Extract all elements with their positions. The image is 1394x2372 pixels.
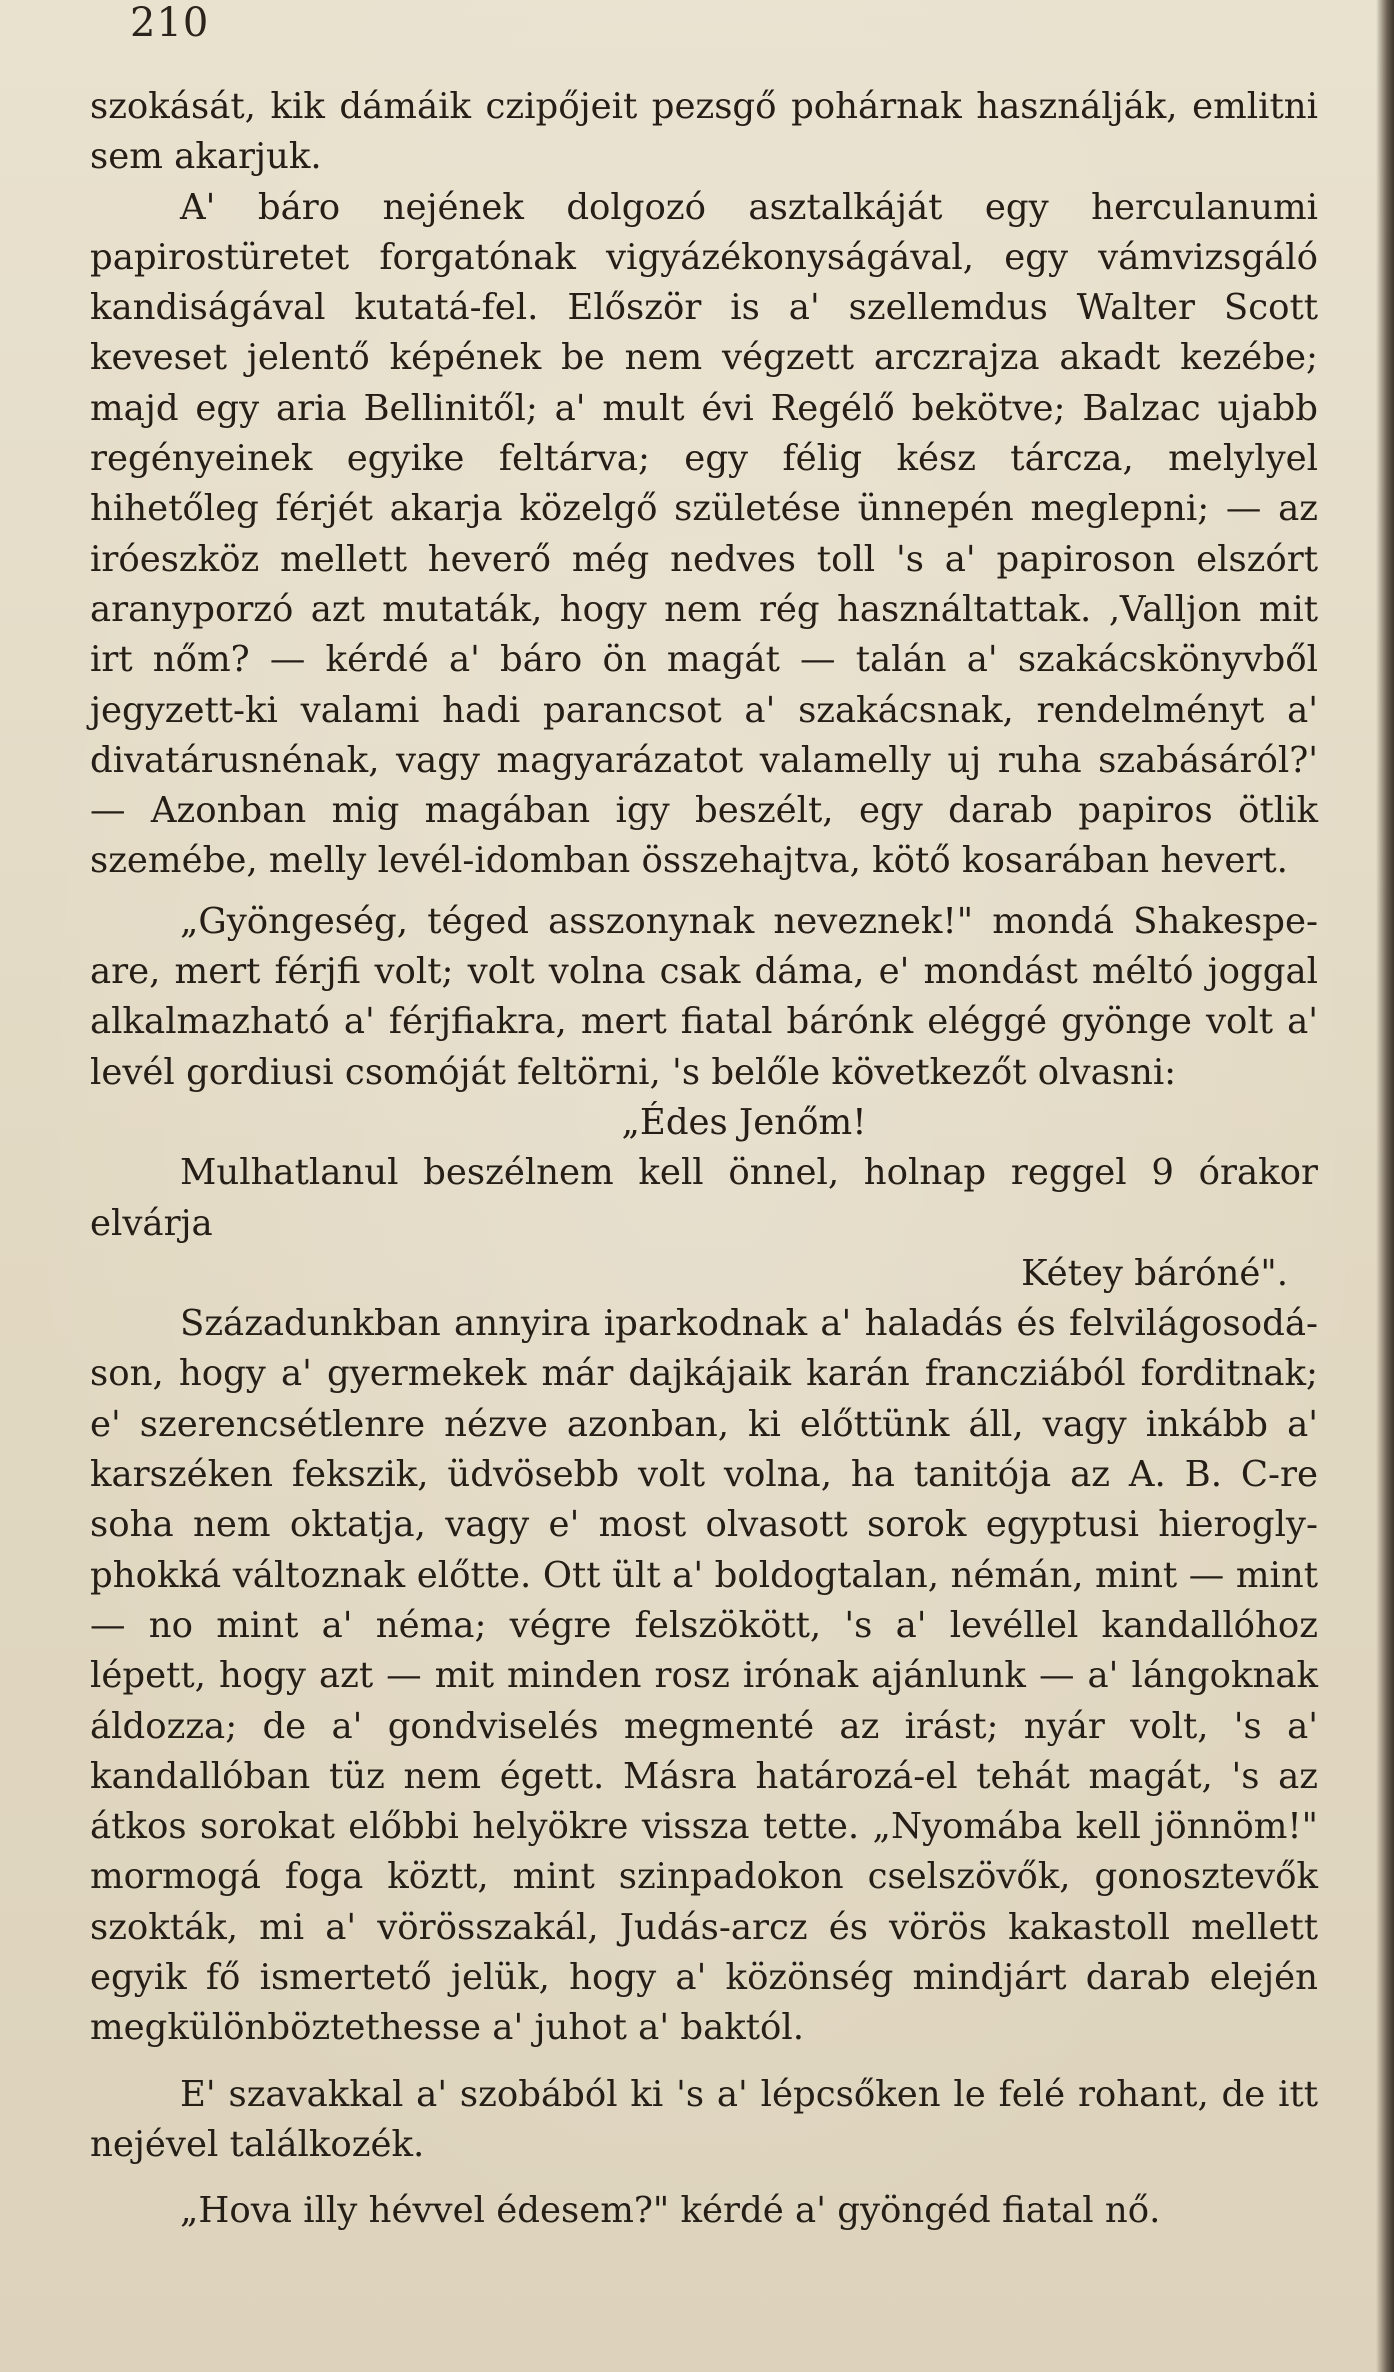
letter-signature: Kétey báróné".: [1021, 1252, 1288, 1294]
paragraph-6: „Hova illy hévvel édesem?" kérdé a' gyöngéd fiatal nő.: [180, 2190, 1161, 2232]
body-text: [90, 82, 1318, 2236]
page-edge-shadow: [1376, 0, 1394, 2372]
letter-body: Mulhatlanul beszélnem kell önnel, holnap reggel 9 órakor elvárja: [90, 1152, 1318, 1244]
paragraph-1: szokását, kik dámáik czipőjeit pezsgő pohárnak használják, emlitni sem akarjuk.: [90, 86, 1318, 178]
letter-salutation: „Édes Jenőm!: [621, 1101, 867, 1143]
paragraph-5: E' szavakkal a' szobából ki 's a' lépcsőken le felé rohant, de itt nejével találkozék.: [90, 2073, 1318, 2165]
page-number: 210: [130, 0, 210, 46]
paragraph-3: „Gyöngeség, téged asszonynak neveznek!" mondá Shakespeare, mert férjfi volt; volt volna csak dáma, e' mondást méltó joggal alkalmazható a' férjfiakra, mert fiatal bárónk eléggé gyönge volt a' levél gordiusi csomóját feltörni, 's belőle következőt olvasni:: [90, 900, 1318, 1093]
paragraph-2: A' báro nejének dolgozó asztalkáját egy herculanumi papirostüretet forgatónak vigyázékonyságával, egy vámvizsgáló kandiságával kutatá-fel. Először is a' szellemdus Walter Scott keveset jelentő képének be nem végzett arczrajza akadt kezébe; majd egy aria Bellinitől; a' mult évi Regélő bekötve; Balzac ujabb regényeinek egyike feltárva; egy félig kész tárcza, melylyel hihetőleg férjét akarja közelgő születése ünnepén meglepni; — az iróeszköz mellett heverő még nedves toll 's a' papiroson elszórt aranyporzó azt mutaták, hogy nem rég használtattak. ‚Valljon mit irt nőm? — kérdé a' báro ön magát — talán a' szakácskönyvből jegyzett-ki valami hadi parancsot a' szakácsnak, rendelményt a' divatárusnénak, vagy magyarázatot valamelly uj ruha szabásáról?' — Azonban mig magában igy beszélt, egy darab papiros ötlik szemébe, melly levél-idomban összehajtva, kötő kosarában hevert.: [90, 186, 1318, 882]
paragraph-4: Századunkban annyira iparkodnak a' haladás és felvilágosodáson, hogy a' gyermekek már dajkájaik karán francziából forditnak; e' szerencsétlenre nézve azonban, ki előttünk áll, vagy inkább a' karszéken fekszik, üdvösebb volt volna, ha tanitója az A. B. C-re soha nem oktatja, vagy e' most olvasott sorok egyptusi hieroglyphokká változnak előtte. Ott ült a' boldogtalan, némán, mint — mint — no mint a' néma; végre felszökött, 's a' levéllel kandallóhoz lépett, hogy azt — mit minden rosz irónak ajánlunk — a' lángoknak áldozza; de a' gondviselés megmenté az irást; nyár volt, 's a' kandallóban tüz nem égett. Másra határozá-el tehát magát, 's az átkos sorokat előbbi helyökre vissza tette. „Nyomába kell jönnöm!" mormogá foga köztt, mint szinpadokon cselszövők, gonosztevők szokták, mi a' vörösszakál, Judás-arcz és vörös kakastoll mellett egyik fő ismertető jelük, hogy a' közönség mindjárt darab elején megkülönböztethesse a' juhot a' baktól.: [90, 1303, 1318, 2049]
